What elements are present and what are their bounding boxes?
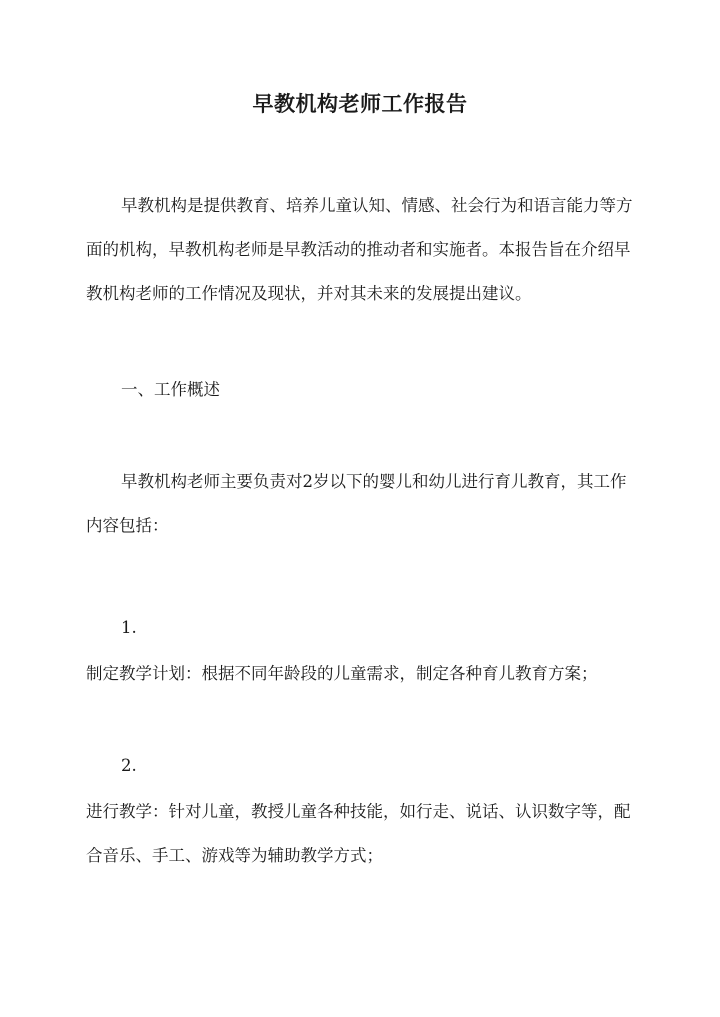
section-heading-text: 一、工作概述 bbox=[121, 380, 220, 399]
intro-text: 早教机构是提供教育、培养儿童认知、情感、社会行为和语言能力等方面的机构，早教机构老师是早教活动的推动者和实施者。本报告旨在介绍早教机构老师的工作情况及现状，并对其未来的发展提出建议。 bbox=[86, 196, 633, 303]
section-body-text: 早教机构老师主要负责对2岁以下的婴儿和幼儿进行育儿教育，其工作内容包括： bbox=[86, 472, 627, 535]
section-heading bbox=[86, 368, 642, 412]
list-item-text: 制定教学计划：根据不同年龄段的儿童需求，制定各种育儿教育方案； bbox=[86, 664, 598, 683]
list-item-number bbox=[86, 744, 642, 788]
document-title: 早教机构老师工作报告 bbox=[252, 91, 468, 116]
section-body-paragraph bbox=[86, 460, 642, 548]
list-item-text: 进行教学：针对儿童，教授儿童各种技能，如行走、说话、认识数字等，配合音乐、手工、游戏等为辅助教学方式； bbox=[86, 802, 631, 865]
list-item-number bbox=[86, 606, 642, 650]
intro-paragraph bbox=[86, 184, 642, 316]
list-item bbox=[86, 652, 642, 696]
list-item-number-text: 2. bbox=[121, 756, 137, 775]
list-item bbox=[86, 790, 642, 878]
list-item-number-text: 1. bbox=[121, 618, 137, 637]
